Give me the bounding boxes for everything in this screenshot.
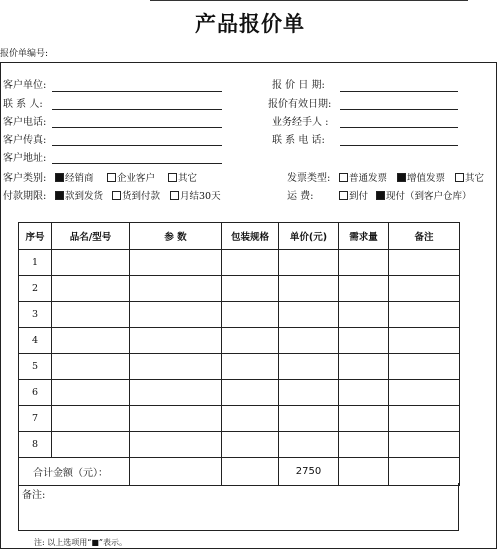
table-header-row (19, 223, 460, 250)
table-cell[interactable] (130, 276, 222, 302)
table-cell[interactable] (52, 380, 130, 406)
header-params: 参 数 (130, 223, 222, 250)
table-cell[interactable] (222, 380, 279, 406)
customer-fax-field[interactable] (52, 145, 222, 146)
customer-phone-label: 客户电话: (3, 117, 47, 128)
header-index: 序号 (19, 223, 52, 250)
customer-address-field[interactable] (52, 163, 222, 164)
table-cell[interactable] (389, 302, 460, 328)
table-row (19, 328, 460, 354)
table-cell[interactable] (279, 250, 339, 276)
customer-contact-label: 联 系 人: (3, 99, 43, 110)
table-cell[interactable] (389, 354, 460, 380)
customer-fax-label: 客户传真: (3, 135, 47, 146)
payment-term-option-1[interactable]: 货到付款 (112, 188, 160, 202)
table-cell[interactable] (279, 380, 339, 406)
table-cell[interactable] (222, 250, 279, 276)
freight-label: 运 费: (287, 191, 314, 202)
table-cell[interactable] (339, 328, 389, 354)
header-packaging: 包装规格 (222, 223, 279, 250)
footnote: 注: 以上选项用“■”表示。 (34, 538, 127, 547)
customer-type-option-1[interactable]: 企业客户 (107, 170, 155, 184)
checkbox-icon (397, 173, 406, 182)
quote-valid-field[interactable] (340, 109, 458, 110)
row-index: 5 (19, 354, 52, 380)
remarks-box[interactable] (18, 483, 459, 531)
checkbox-icon (55, 173, 64, 182)
freight-option-1[interactable]: 现付（到客户仓库） (376, 188, 472, 202)
quote-number-label: 报价单编号: (0, 49, 49, 59)
checkbox-icon (376, 191, 385, 200)
table-cell[interactable] (339, 276, 389, 302)
table-cell[interactable] (279, 432, 339, 458)
table-cell[interactable] (389, 250, 460, 276)
table-cell[interactable] (279, 302, 339, 328)
checkbox-icon (107, 173, 116, 182)
table-row (19, 380, 460, 406)
row-index: 8 (19, 432, 52, 458)
table-cell[interactable] (279, 406, 339, 432)
agent-phone-label: 联 系 电 话: (272, 135, 325, 146)
checkbox-icon (339, 191, 348, 200)
customer-type-option-0[interactable]: 经销商 (55, 170, 94, 184)
customer-unit-label: 客户单位: (3, 80, 47, 91)
table-cell[interactable] (339, 250, 389, 276)
table-cell[interactable] (389, 380, 460, 406)
header-product: 品名/型号 (52, 223, 130, 250)
table-cell[interactable] (52, 432, 130, 458)
checkbox-icon (168, 173, 177, 182)
customer-type-label: 客户类别: (3, 173, 47, 184)
quote-date-field[interactable] (340, 91, 458, 92)
total-row (19, 458, 460, 486)
total-value: 2750 (279, 458, 339, 486)
product-table (18, 222, 460, 486)
customer-unit-field[interactable] (52, 91, 222, 92)
table-cell[interactable] (389, 406, 460, 432)
table-cell[interactable] (52, 250, 130, 276)
table-cell[interactable] (389, 276, 460, 302)
checkbox-icon (339, 173, 348, 182)
invoice-type-option-1[interactable]: 增值发票 (397, 170, 445, 184)
freight-option-0[interactable]: 到付 (339, 188, 368, 202)
header-quantity: 需求量 (339, 223, 389, 250)
row-index: 2 (19, 276, 52, 302)
quote-date-label: 报 价 日 期: (272, 80, 325, 91)
payment-term-label: 付款期限: (3, 191, 47, 202)
table-cell[interactable] (389, 432, 460, 458)
checkbox-icon (55, 191, 64, 200)
table-cell[interactable] (52, 302, 130, 328)
table-cell[interactable] (52, 328, 130, 354)
row-index: 6 (19, 380, 52, 406)
row-index: 7 (19, 406, 52, 432)
table-cell[interactable] (222, 406, 279, 432)
checkbox-icon (112, 191, 121, 200)
table-cell[interactable] (339, 406, 389, 432)
table-cell[interactable] (279, 328, 339, 354)
row-index: 4 (19, 328, 52, 354)
table-cell[interactable] (222, 458, 279, 486)
agent-phone-field[interactable] (340, 145, 458, 146)
table-cell[interactable] (130, 406, 222, 432)
invoice-type-option-0[interactable]: 普通发票 (339, 170, 387, 184)
customer-contact-field[interactable] (52, 109, 222, 110)
page-title: 产品报价单 (195, 11, 305, 36)
payment-term-option-2[interactable]: 月结30天 (170, 188, 221, 202)
customer-phone-field[interactable] (52, 127, 222, 128)
table-cell[interactable] (130, 380, 222, 406)
header-unit-price: 单价(元) (279, 223, 339, 250)
top-rule (150, 0, 468, 1)
table-row (19, 354, 460, 380)
table-cell[interactable] (222, 276, 279, 302)
agent-field[interactable] (340, 127, 458, 128)
table-cell[interactable] (130, 354, 222, 380)
table-cell[interactable] (130, 328, 222, 354)
header-remarks: 备注 (389, 223, 460, 250)
table-cell[interactable] (130, 302, 222, 328)
customer-address-label: 客户地址: (3, 153, 47, 164)
table-cell[interactable] (222, 328, 279, 354)
table-cell[interactable] (52, 354, 130, 380)
agent-label: 业务经手人 : (272, 117, 329, 128)
table-row (19, 276, 460, 302)
table-cell[interactable] (339, 380, 389, 406)
table-cell[interactable] (222, 432, 279, 458)
table-cell[interactable] (279, 276, 339, 302)
table-row (19, 406, 460, 432)
table-cell[interactable] (130, 432, 222, 458)
table-cell[interactable] (52, 406, 130, 432)
checkbox-icon (455, 173, 464, 182)
table-row (19, 250, 460, 276)
invoice-type-label: 发票类型: (287, 173, 331, 184)
table-cell[interactable] (389, 328, 460, 354)
table-cell[interactable] (52, 276, 130, 302)
row-index: 1 (19, 250, 52, 276)
table-cell[interactable] (339, 302, 389, 328)
remarks-label: 备注: (22, 490, 46, 501)
checkbox-icon (170, 191, 179, 200)
table-cell[interactable] (339, 432, 389, 458)
table-cell[interactable] (339, 458, 389, 486)
table-cell[interactable] (130, 458, 222, 486)
total-label: 合计金额（元）： (19, 458, 130, 486)
table-cell[interactable] (222, 302, 279, 328)
quote-valid-label: 报价有效日期: (268, 99, 332, 110)
table-cell[interactable] (339, 354, 389, 380)
table-cell[interactable] (389, 458, 460, 486)
customer-type-option-2[interactable]: 其它 (168, 170, 197, 184)
table-cell[interactable] (222, 354, 279, 380)
table-row (19, 302, 460, 328)
table-cell[interactable] (279, 354, 339, 380)
invoice-type-option-2[interactable]: 其它 (455, 170, 484, 184)
payment-term-option-0[interactable]: 款到发货 (55, 188, 103, 202)
row-index: 3 (19, 302, 52, 328)
table-row (19, 432, 460, 458)
table-cell[interactable] (130, 250, 222, 276)
